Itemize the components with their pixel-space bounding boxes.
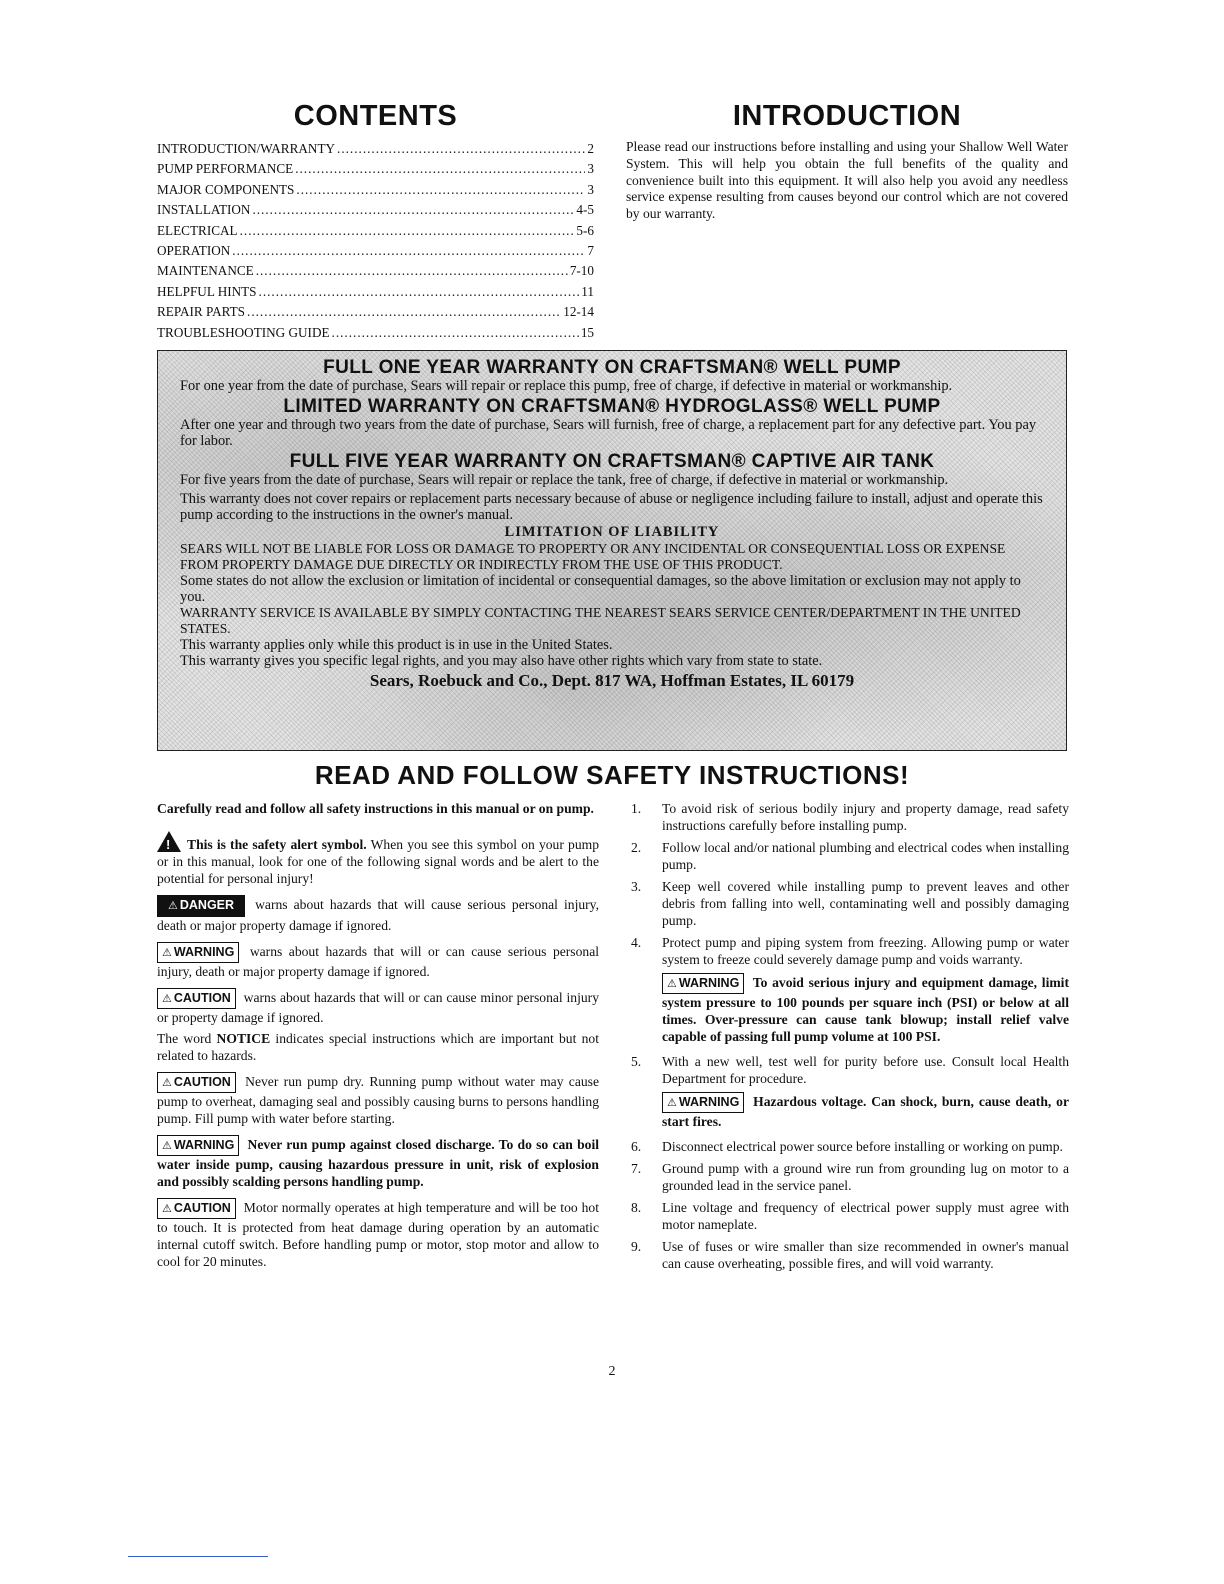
toc-row	[157, 223, 594, 243]
toc-title: MAJOR COMPONENTS	[157, 181, 295, 197]
toc-list	[157, 141, 594, 345]
list-item: 2. Follow local and/or national plumbing and electrical codes when installing pump.	[631, 840, 1069, 872]
toc-page-number: 7	[587, 242, 594, 258]
warning-badge: ⚠ WARNING	[662, 1092, 744, 1113]
warning-voltage-paragraph	[629, 1092, 1069, 1130]
caution-motor-heat-text: Motor normally operates at high temperature and will be too hot to touch. It is protected from heat damage during operation by an automatic internal cutoff switch. Before handling pump or motor, stop motor and allow to cool for 20 minutes.	[157, 1200, 599, 1269]
toc-row	[157, 141, 594, 161]
danger-text: warns about hazards that will cause serious personal injury, death or major property damage if ignored.	[157, 897, 599, 933]
toc-leader-dots	[240, 223, 575, 239]
warranty-text-pump: For one year from the date of purchase, Sears will repair or replace this pump, free of charge, if defective in material or workmanship.	[180, 378, 953, 394]
list-item: 6. Disconnect electrical power source before installing or working on pump.	[631, 1139, 1063, 1154]
warning-badge: ⚠ WARNING	[662, 973, 744, 994]
toc-row	[157, 243, 594, 263]
safety-alert-bold: This is the safety alert symbol.	[187, 837, 367, 852]
warning-voltage-text: Hazardous voltage. Can shock, burn, cause death, or start fires.	[662, 1094, 1069, 1129]
warranty-box	[157, 350, 1067, 751]
toc-leader-dots	[332, 325, 579, 341]
caution-dry-run-paragraph	[157, 1072, 599, 1127]
warning-closed-discharge-paragraph	[157, 1135, 599, 1190]
introduction-heading: INTRODUCTION	[732, 100, 962, 132]
warranty-scope-text: This warranty applies only while this product is in use in the United States.	[180, 637, 613, 653]
contents-heading: CONTENTS	[293, 100, 458, 132]
caution-dry-run-text: Never run pump dry. Running pump without water may cause pump to overheat, damaging seal and possibly causing burns to persons handling pump. Fill pump with water before starting.	[157, 1074, 599, 1126]
limitation-heading: LIMITATION OF LIABILITY	[504, 524, 720, 540]
toc-page-number: 15	[580, 324, 594, 340]
warning-triangle-icon: ⚠	[162, 1140, 172, 1152]
warning-badge: ⚠ WARNING	[157, 1135, 239, 1156]
safety-alert-icon: !	[157, 831, 181, 852]
page-number: 2	[608, 1364, 616, 1379]
toc-page-number: 4-5	[576, 202, 594, 218]
toc-title: ELECTRICAL	[157, 222, 238, 238]
warning-triangle-icon: ⚠	[162, 1077, 172, 1089]
legal-rights-text: This warranty gives you specific legal rights, and you may also have other rights which vary from state to state.	[180, 653, 823, 669]
toc-title: INTRODUCTION/WARRANTY	[157, 141, 336, 156]
caution-motor-heat-paragraph	[157, 1198, 599, 1270]
warning-triangle-icon: ⚠	[162, 947, 172, 959]
warning-closed-discharge-text: Never run pump against closed discharge. To do so can boil water inside pump, causing hazardous pressure in unit, risk of explosion and possibly scalding persons handling pump.	[157, 1137, 599, 1189]
toc-title: OPERATION	[157, 242, 231, 258]
toc-page-number: 2	[587, 141, 594, 156]
toc-leader-dots	[252, 202, 574, 218]
warning-badge: ⚠ WARNING	[157, 942, 239, 963]
footnote-rule	[128, 1556, 268, 1557]
list-item: 7. Ground pump with a ground wire run from grounding lug on motor to a grounded lead in the service panel.	[631, 1161, 1069, 1193]
toc-row	[157, 284, 594, 304]
toc-leader-dots	[247, 304, 561, 320]
toc-page-number: 3	[587, 161, 594, 177]
toc-leader-dots	[232, 243, 585, 259]
safety-steps-list-3	[629, 1138, 1069, 1272]
safety-steps-list	[629, 800, 1069, 968]
list-item: 3. Keep well covered while installing pump to prevent leaves and other debris from falling into well, contaminating well and possibly damaging pump.	[631, 879, 1069, 928]
toc-page-number: 5-6	[576, 222, 594, 238]
caution-badge: ⚠ CAUTION	[157, 1072, 236, 1093]
warning-pressure-paragraph	[629, 973, 1069, 1045]
contents-section	[157, 100, 594, 345]
sears-address: Sears, Roebuck and Co., Dept. 817 WA, Hoffman Estates, IL 60179	[369, 671, 855, 690]
warning-triangle-icon: ⚠	[667, 978, 677, 990]
toc-row	[157, 304, 594, 324]
toc-page-number: 7-10	[569, 263, 594, 279]
warranty-text-tank: For five years from the date of purchase, Sears will repair or replace the tank, free of charge, if defective in material or workmanship.	[180, 472, 949, 488]
toc-title: MAINTENANCE	[157, 263, 254, 279]
list-item: 4. Protect pump and piping system from freezing. Allowing pump or water system to freeze could severely damage pump and voids warranty.	[631, 935, 1069, 967]
list-item: 5. With a new well, test well for purity before use. Consult local Health Department for procedure.	[631, 1054, 1069, 1086]
safety-alert-paragraph	[157, 831, 599, 887]
toc-page-number: 12-14	[563, 304, 594, 320]
warning-pressure-text: To avoid serious injury and equipment damage, limit system pressure to 100 pounds per square inch (PSI) or below at all times. Over-pressure can cause tank blowup; install relief valve capable of passing full pump volume at 100 PSI.	[662, 975, 1069, 1044]
safety-right-column	[629, 800, 1069, 1277]
toc-title: INSTALLATION	[157, 202, 251, 218]
safety-intro: Carefully read and follow all safety instructions in this manual or on pump.	[157, 801, 594, 816]
toc-leader-dots	[296, 182, 585, 198]
safety-steps-list-2	[629, 1053, 1069, 1087]
warranty-text-hydroglass: After one year and through two years from the date of purchase, Sears will furnish, free of charge, a replacement part for any defective part. You pay for labor.	[180, 417, 1037, 449]
list-item: 1. To avoid risk of serious bodily injury and property damage, read safety instructions carefully before installing pump.	[631, 801, 1069, 833]
toc-title: PUMP PERFORMANCE	[157, 161, 294, 177]
toc-page-number: 3	[587, 181, 594, 197]
safety-left-column	[157, 800, 599, 1278]
warning-text: warns about hazards that will or can cause serious personal injury, death or major property damage if ignored.	[157, 944, 600, 979]
toc-title: REPAIR PARTS	[157, 304, 246, 320]
warranty-service-text: WARRANTY SERVICE IS AVAILABLE BY SIMPLY CONTACTING THE NEAREST SEARS SERVICE CENTER/DEPARTMENT IN THE UNITED STATES.	[180, 605, 1021, 636]
toc-title: HELPFUL HINTS	[157, 283, 257, 299]
toc-leader-dots	[295, 161, 585, 177]
notice-paragraph: The word NOTICE indicates special instructions which are important but not related to hazards.	[157, 1031, 599, 1063]
danger-badge: ⚠ DANGER	[157, 895, 245, 917]
warranty-heading-hydroglass: LIMITED WARRANTY ON CRAFTSMAN® HYDROGLASS® WELL PUMP	[283, 396, 941, 417]
warranty-heading-pump: FULL ONE YEAR WARRANTY ON CRAFTSMAN® WELL PUMP	[323, 357, 901, 378]
caution-badge: ⚠ CAUTION	[157, 988, 236, 1009]
warning-triangle-icon: ⚠	[162, 993, 172, 1005]
toc-row	[157, 182, 594, 202]
toc-title: TROUBLESHOOTING GUIDE	[157, 324, 330, 340]
introduction-text: Please read our instructions before installing and using your Shallow Well Water System. This will help you obtain the full benefits of the quality and convenience built into this equipment. It will also help you avoid any needless service expense resulting from causes beyond our control which are not covered by our warranty.	[626, 139, 1068, 222]
liability-text: SEARS WILL NOT BE LIABLE FOR LOSS OR DAMAGE TO PROPERTY OR ANY INCIDENTAL OR CONSEQUENTIAL LOSS OR EXPENSE FROM PROPERTY DAMAGE DUE DIRECTLY OR INDIRECTLY FROM THE USE OF THIS PRODUCT.	[180, 541, 1006, 572]
toc-row	[157, 202, 594, 222]
caution-text: warns about hazards that will or can cause minor personal injury or property damage if ignored.	[157, 990, 599, 1025]
caution-paragraph	[157, 988, 599, 1026]
toc-leader-dots	[256, 263, 568, 279]
safety-alert-text: When you see this symbol on your pump or in this manual, look for one of the following signal words and be alert to the potential for personal injury!	[157, 837, 599, 886]
toc-leader-dots	[259, 284, 580, 300]
warning-triangle-icon: ⚠	[162, 1203, 172, 1215]
warranty-heading-tank: FULL FIVE YEAR WARRANTY ON CRAFTSMAN® CAPTIVE AIR TANK	[289, 451, 935, 472]
introduction-section	[626, 100, 1068, 223]
danger-paragraph	[157, 895, 599, 934]
state-exclusion-text: Some states do not allow the exclusion or limitation of incidental or consequential damages, so the above limitation or exclusion may not apply to you.	[180, 573, 1021, 605]
toc-page-number: 11	[581, 283, 594, 299]
warning-triangle-icon: ⚠	[667, 1097, 677, 1109]
safety-heading: READ AND FOLLOW SAFETY INSTRUCTIONS!	[314, 760, 910, 790]
caution-badge: ⚠ CAUTION	[157, 1198, 236, 1219]
warranty-exclusions: This warranty does not cover repairs or replacement parts necessary because of abuse or negligence including failure to install, adjust and operate this pump according to the instructions in the owner's manual.	[180, 491, 1043, 523]
toc-row	[157, 263, 594, 283]
warning-triangle-icon: ⚠	[168, 900, 178, 912]
list-item: 9. Use of fuses or wire smaller than size recommended in owner's manual can cause overheating, possible fires, and will void warranty.	[631, 1239, 1069, 1271]
list-item: 8. Line voltage and frequency of electrical power supply must agree with motor nameplate.	[631, 1200, 1069, 1232]
warning-paragraph	[157, 942, 599, 980]
toc-row	[157, 325, 594, 345]
toc-row	[157, 161, 594, 181]
toc-leader-dots	[337, 141, 585, 157]
